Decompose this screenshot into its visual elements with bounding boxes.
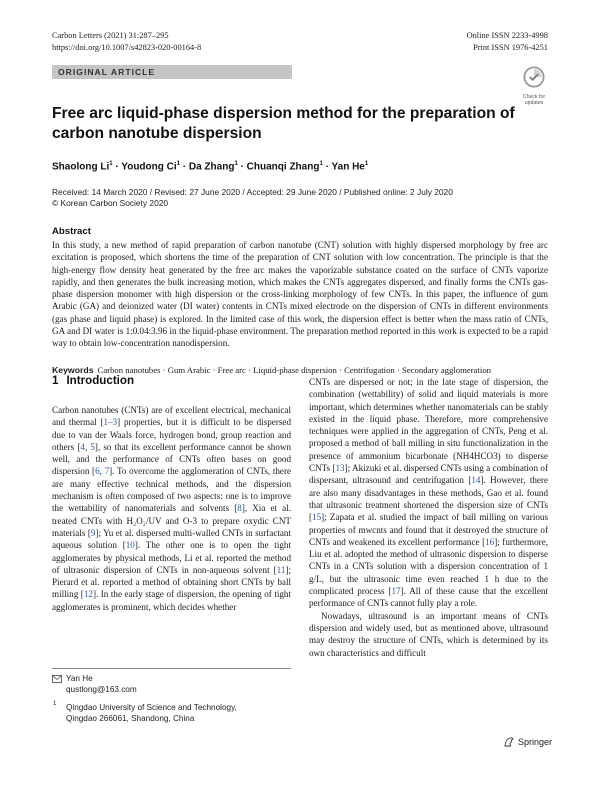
- citation-link[interactable]: 14: [471, 475, 481, 486]
- paragraph-text: Carbon nanotubes (CNTs) are of excellent electrical, mechanical and thermal [: [52, 405, 291, 428]
- paragraph-text: ]; Zapata et al. studied the impact of ball milling on various properties of mwcnts and found that it destroyed the structure of CNTs and weakened its excellent performance [: [309, 512, 548, 547]
- intro-right-column: [309, 376, 548, 659]
- paragraph-text: ] properties, but it is difficult to be dispersed due to van der Waals force, hydrogen bond, group reaction and others [: [52, 417, 291, 452]
- author-name[interactable]: Shaolong Li: [52, 161, 110, 173]
- paragraph-text: ]; Akizuki et al. dispersed CNTs using a combination of dispersant, ultrasound and centrifugation [: [309, 463, 548, 486]
- citation-link[interactable]: 13: [335, 463, 345, 474]
- author-name[interactable]: Youdong Ci: [121, 161, 177, 173]
- print-issn: Print ISSN 1976-4251: [473, 43, 548, 52]
- check-for-updates-icon: [523, 66, 545, 88]
- publisher-name: Springer: [518, 737, 553, 747]
- author-affiliation-marker: 1: [176, 161, 180, 167]
- paragraph-text: ]; furthermore, Liu et al. adopted the method of ultrasonic dispersion to disperse CNTs in a CNTs solution with a dispersion concentration of 1 g/L, but the ultrasonic time even reached 1 h due to the complicated process [: [309, 536, 548, 597]
- citation-link[interactable]: 6: [95, 466, 100, 477]
- paragraph-text: ]. In the early stage of dispersion, the opening of tight agglomerates is prominent, which decides whether: [52, 589, 292, 612]
- paragraph-text: ], Xia et al. treated CNTs with H₂O₂/UV and O-3 to prepare oxydic CNT materials [: [52, 503, 291, 538]
- affiliation-line-2: Qingdao 266061, Shandong, China: [66, 714, 195, 723]
- publisher-logo: [503, 736, 552, 748]
- check-for-updates-label: Check for updates: [522, 94, 546, 106]
- affiliation-line-1: Qingdao University of Science and Technology,: [66, 703, 237, 712]
- section-heading: [52, 374, 134, 387]
- paragraph-text: Nowadays, ultrasound is an important means of CNTs dispersion and widely used, but as mentioned above, ultrasound may destroy the structure of CNTs, which is determined by its own characteristics and difficult: [309, 610, 548, 658]
- body-paragraph: [309, 610, 548, 659]
- keywords-text: Carbon nanotubes · Gum Arabic · Free arc · Liquid-phase dispersion · Centrifugation · Secondary agglomeration: [97, 365, 492, 375]
- paragraph-text: ]. To overcome the agglomeration of CNTs, there are many effective technical methods, and the dispersion mechanism is often composed of two aspects: one is to improve the wettability of nanomaterials and solvents [: [52, 466, 292, 514]
- author-separator: ·: [237, 161, 247, 173]
- author-name[interactable]: Chuanqi Zhang: [246, 161, 320, 173]
- author-separator: ·: [112, 161, 122, 173]
- author-name[interactable]: Yan He: [331, 161, 365, 173]
- issn-block: [467, 30, 548, 54]
- author-affiliation-marker: 1: [364, 161, 369, 167]
- affiliation-number: 1: [53, 701, 57, 707]
- online-issn: Online ISSN 2233-4998: [466, 31, 548, 40]
- paragraph-text: ]; Pierard et al. reported a method of obtaining short CNTs by ball milling [: [52, 564, 291, 600]
- corresponding-author-email[interactable]: qustlong@163.com: [66, 685, 137, 694]
- keywords-label: Keywords: [52, 365, 94, 375]
- section-title: Introduction: [66, 374, 135, 387]
- paragraph-text: ], so that its excellent performance cannot be shown well, and the performance of CNTs often bases on good dispersion [: [52, 441, 292, 477]
- author-separator: ·: [179, 161, 189, 173]
- paragraph-text: ,: [99, 466, 105, 477]
- abstract-text: In this study, a new method of rapid preparation of carbon nanotube (CNT) solution with highly dispersed morphology by free arc excitation is proposed, which shortens the time of the preparation of CNT solution with low concentration. The principle is that the high-energy flow density heat generated by the free arc makes the vaporizable substance coated on the surface of CNTs vaporize rapidly, and then generates the bulk increasing motion, which makes the CNTs aggregates dispersed, and finally forms the CNTs gas-phase dispersion monomer with high dispersion or the cross-linking morphology of few CNTs. In this paper, the influence of gum Arabic (GA) and deionized water (DI water) contents in CNTs mixed electrode on the dispersion of CNTs in different environments (gas phase and liquid phase) is explored. In the limited case of this work, the dispersion effect is better when the mass ratio of CNTs, GA and DI water is 1:0.04:3.96 in the liquid-phase environment. The preparation method reported in this work is expected to be a rapid way to obtain low-concentration nanodispersion.: [52, 240, 548, 349]
- paragraph-text: ]. The other one is to open the tight agglomerates by physical methods, Li et al. reported the method of ultrasonic dispersion of CNTs in non-aqueous solvent [: [52, 540, 291, 575]
- citation-link[interactable]: 9: [90, 527, 96, 538]
- body-paragraph: [52, 404, 291, 613]
- citation-link[interactable]: 8: [237, 503, 242, 514]
- author-separator: ·: [322, 161, 332, 173]
- citation-link[interactable]: 5: [90, 441, 95, 452]
- citation-link[interactable]: 4: [80, 441, 85, 452]
- citation-link[interactable]: 10: [125, 540, 135, 551]
- body-paragraph: [309, 376, 548, 610]
- intro-left-column: [52, 404, 291, 613]
- citation-link[interactable]: 11: [276, 564, 286, 575]
- citation-link[interactable]: 7: [104, 466, 110, 477]
- paragraph-text: ]. All of these cause that the excellent performance of CNTs cannot fully play a role.: [309, 586, 548, 609]
- citation-link[interactable]: 16: [485, 536, 495, 547]
- journal-citation: Carbon Letters (2021) 31:287–295: [52, 31, 169, 40]
- journal-header: [52, 30, 201, 54]
- author-list: [52, 157, 548, 174]
- paper-title: Free arc liquid-phase dispersion method for the preparation of carbon nanotube dispersion: [52, 105, 515, 142]
- author-name[interactable]: Da Zhang: [188, 161, 235, 173]
- springer-horse-icon: [503, 736, 515, 748]
- paragraph-text: ,: [84, 441, 91, 452]
- check-for-updates-button[interactable]: [519, 66, 549, 106]
- publication-dates: [52, 187, 548, 209]
- paragraph-text: ]. However, there are also many disadvantages in these methods, Gao et al. found that ultrasonic treatment shortened the dispersion size of CNTs [: [309, 475, 548, 523]
- corresponding-author-name: Yan He: [66, 674, 93, 683]
- author-affiliation-marker: 1: [109, 161, 113, 167]
- footnote-divider: [52, 668, 291, 669]
- copyright-notice: © Korean Carbon Society 2020: [52, 198, 169, 208]
- author-affiliation-marker: 1: [319, 161, 323, 167]
- abstract-heading: Abstract: [52, 226, 91, 237]
- envelope-icon: [52, 675, 62, 683]
- section-number: 1: [52, 374, 59, 387]
- article-type-bar: ORIGINAL ARTICLE: [52, 65, 292, 79]
- author-affiliation-marker: 1: [234, 161, 238, 167]
- citation-link[interactable]: 12: [83, 589, 93, 600]
- history-dates: Received: 14 March 2020 / Revised: 27 June 2020 / Accepted: 29 June 2020 / Published online: 2 July 2020: [52, 187, 453, 197]
- citation-link[interactable]: 1–3: [103, 417, 118, 428]
- paragraph-text: ]; Yu et al. dispersed multi-walled CNTs in surfactant aqueous solution [: [52, 527, 291, 551]
- paragraph-text: CNTs are dispersed or not; in the late stage of dispersion, the combination (wettability) of solid and liquid materials is more important, which determines whether nanomaterials can be stably existed in the liquid phase. Therefore, more comprehensive techniques were applied in the aggregation of CNTs, Peng et al. proposed a method of ball milling in situ functionalization in the presence of ammonium bicarbonate (NH4HCO3) to disperse CNTs [: [309, 377, 548, 474]
- citation-link[interactable]: 15: [312, 512, 322, 523]
- citation-link[interactable]: 17: [391, 586, 401, 597]
- doi-link[interactable]: https://doi.org/10.1007/s42823-020-00164-8: [52, 43, 202, 52]
